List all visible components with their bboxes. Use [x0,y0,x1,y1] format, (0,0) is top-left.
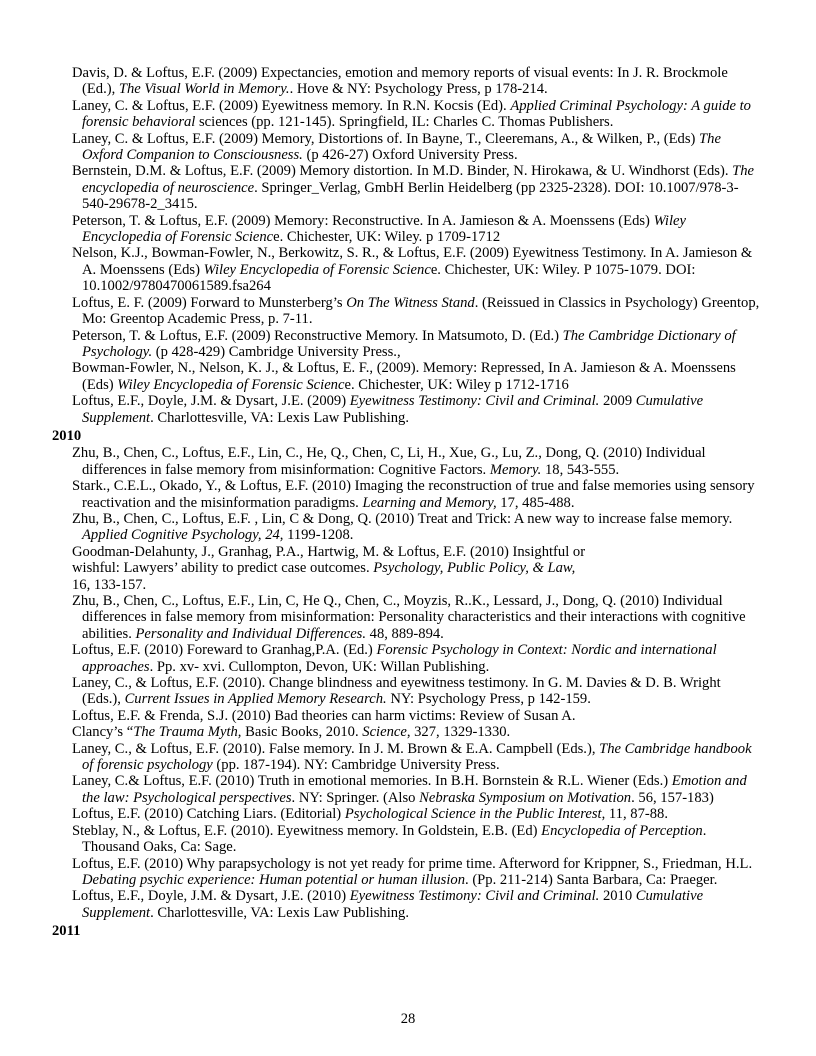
reference-entry [72,806,762,822]
text-run: (pp. 187-194). NY: Cambridge University Press. [212,757,500,774]
reference-entry [72,511,762,544]
text-run: Loftus, E.F., Doyle, J.M. & Dysart, J.E. (2009) [72,393,350,410]
text-run: 48, 889-894. [366,625,444,642]
text-run: Laney, C. & Loftus, E.F. (2009) Memory, Distortions of. In Bayne, T., Cleeremans, A., & Wilken, P., (Eds) [72,130,700,147]
text-run: . (Reissued in Classics in Psychology) Greentop, Mo: Greentop Academic Press, p. 7-11. [82,294,760,328]
italic-text: Wiley Encyclopedia of Forensic Scienc [203,261,431,278]
reference-entry [72,642,762,675]
text-run: Peterson, T. & Loftus, E.F. (2009) Reconstructive Memory. In Matsumoto, D. (Ed.) [72,327,563,344]
reference-entry [72,856,762,889]
text-run: Steblay, N., & Loftus, E.F. (2010). Eyewitness memory. In Goldstein, E.B. (Ed) [72,822,542,839]
text-run: Goodman-Delahunty, J., Granhag, P.A., Hartwig, M. & Loftus, E.F. (2010) Insightful or [72,543,586,560]
italic-text: Debating psychic experience: Human potential or human illusion [82,871,466,888]
reference-list [52,65,762,941]
italic-text: On The Witness Stand [346,294,475,311]
italic-text: The encyclopedia of neuroscience [82,163,755,196]
text-run: e. Chichester, UK: Wiley. P 1075-1079. DOI: 10.1002/9780470061589.fsa264 [82,261,696,295]
text-run: . 56, 157-183) [631,789,714,806]
entry-line [72,708,762,724]
italic-text: Wiley Encyclopedia of Forensic Scienc [82,212,686,246]
text-run: Davis, D. & Loftus, E.F. (2009) Expectancies, emotion and memory reports of visual events: In J. R. Brockmole (Ed.), [72,65,728,98]
text-run: Loftus, E.F. (2010) Catching Liars. (Editorial) [72,806,345,823]
text-run: 18, 543-555. [541,461,620,478]
text-run: Loftus, E. F. (2009) Forward to Munsterberg’s [72,294,347,311]
entry-line [72,724,762,740]
reference-entry [72,213,762,246]
text-run: Peterson, T. & Loftus, E.F. (2009) Memory: Reconstructive. In A. Jamieson & A. Moenssens (Eds) [72,212,654,229]
italic-text: Personality and Individual Differences. [135,625,366,642]
text-run: wishful: Lawyers’ ability to predict case outcomes. [72,560,374,577]
entry-line [72,577,762,593]
year-heading: 2010 [52,427,82,444]
italic-text: Eyewitness Testimony: Civil and Criminal. [349,393,600,410]
reference-entry [72,888,762,921]
text-run: 1199-1208. [283,527,354,544]
italic-text: Nebraska Symposium on Motivation [419,789,632,806]
text-run: e. Chichester, UK: Wiley. p 1709-1712 [273,229,501,246]
reference-entry [72,65,762,98]
reference-entry [72,163,762,212]
italic-text: Applied Criminal Psychology: A guide to forensic behavioral [82,97,751,131]
reference-entry [72,478,762,511]
italic-text: Psychology, Public Policy, & Law, [373,560,576,577]
italic-text: Cumulative Supplement [82,393,704,426]
text-run: (p 426-27) Oxford University Press. [302,147,518,164]
text-run: Zhu, B., Chen, C., Loftus, E.F., Lin, C, He Q., Chen, C., Moyzis, R..K., Lessard, J., Dong, Q. (2010) Individual differences in false memory from misinformation: Personality characteristics and their interactions with cognitive abilities. [72,593,746,642]
page-number: 28 [400,1011,416,1027]
text-run: . NY: Springer. (Also [291,789,420,806]
italic-text: The Cambridge Dictionary of Psychology. [82,327,736,360]
text-run: . Thousand Oaks, Ca: Sage. [82,822,707,856]
reference-entry [72,295,762,328]
text-run: (p 428-429) Cambridge University Press., [152,343,401,360]
italic-text: Memory. [489,461,542,478]
text-run: Laney, C.& Loftus, E.F. (2010) Truth in emotional memories. In B.H. Bornstein & R.L. Wiener (Eds.) [72,773,672,790]
reference-entry [72,245,762,294]
italic-text: Cumulative Supplement [82,888,704,921]
entry-line [72,560,762,576]
text-run: . Hove & NY: Psychology Press, p 178-214. [289,81,548,98]
italic-text: The Visual World in Memory. [118,81,290,98]
reference-entry [72,393,762,426]
italic-text: The Oxford Companion to Consciousness. [82,130,721,164]
italic-text: Emotion and the law: Psychological perspectives [82,773,747,806]
italic-text: Eyewitness Testimony: Civil and Criminal. [349,888,600,905]
text-run: 17, 485-488. [496,494,575,511]
italic-text: Science [362,724,407,741]
text-run: Zhu, B., Chen, C., Loftus, E.F., Lin, C., He, Q., Chen, C, Li, H., Xue, G., Lu, Z., Dong, Q. (2010) Individual differences in false memory from misinformation: Cognitive Factors. [72,445,706,478]
text-run: , 11, 87-88. [601,806,668,823]
reference-entry [72,131,762,164]
text-run: Zhu, B., Chen, C., Loftus, E.F. , Lin, C & Dong, Q. (2010) Treat and Trick: A new way to increase false memory. [72,510,733,527]
reference-entry [72,593,762,642]
text-run: . Springer_Verlag, GmbH Berlin Heidelberg (pp 2325-2328). DOI: 10.1007/978-3-540-29678-2_3415. [82,179,739,213]
text-run: Clancy’s “ [72,724,134,741]
reference-entry [72,708,762,741]
italic-text: The Cambridge handbook of forensic psychology [82,740,752,774]
text-run: Basic Books, 2010. [241,724,363,741]
text-run: Loftus, E.F., Doyle, J.M. & Dysart, J.E. (2010) [72,888,350,905]
italic-text: The Trauma Myth, [133,724,242,741]
italic-text: Learning and Memory, [362,494,497,511]
text-run: . Charlottesville, VA: Lexis Law Publishing. [150,904,409,921]
text-run: Laney, C., & Loftus, E.F. (2010). False memory. In J. M. Brown & E.A. Campbell (Eds.), [72,740,600,757]
text-run: . Pp. xv- xvi. Cullompton, Devon, UK: Willan Publishing. [149,658,490,675]
reference-entry [72,675,762,708]
text-run: NY: Psychology Press, p 142-159. [386,691,591,708]
reference-entry [72,741,762,774]
italic-text: Wiley Encyclopedia of Forensic Scienc [117,376,345,393]
reference-entry [72,360,762,393]
reference-entry [72,544,762,593]
text-run: Loftus, E.F. & Frenda, S.J. (2010) Bad theories can harm victims: Review of Susan A. [72,707,576,724]
text-run: Loftus, E.F. (2010) Foreward to Granhag,P.A. (Ed.) [72,642,377,659]
text-run: Laney, C. & Loftus, E.F. (2009) Eyewitness memory. In R.N. Kocsis (Ed). [72,97,511,114]
italic-text: Psychological Science in the Public Interest [344,806,602,823]
italic-text: Current Issues in Applied Memory Research. [124,691,387,708]
text-run: Stark., C.E.L., Okado, Y., & Loftus, E.F. (2010) Imaging the reconstruction of true and false memories using sensory reactivation and the misinformation paradigms. [72,478,755,511]
text-run: . Charlottesville, VA: Lexis Law Publishing. [150,409,409,426]
text-run: sciences (pp. 121-145). Springfield, IL: Charles C. Thomas Publishers. [195,114,614,131]
reference-entry [72,328,762,361]
entry-line [72,544,762,560]
text-run: Bernstein, D.M. & Loftus, E.F. (2009) Memory distortion. In M.D. Binder, N. Hirokawa, & U. Windhorst (Eds). [72,163,733,180]
reference-entry [72,445,762,478]
text-run: Loftus, E.F. (2010) Why parapsychology is not yet ready for prime time. Afterword for Krippner, S., Friedman, H.L. [72,855,753,872]
reference-entry [72,823,762,856]
reference-entry [72,98,762,131]
reference-entry [72,773,762,806]
text-run: 2010 [599,888,636,905]
year-heading: 2011 [52,923,81,940]
italic-text: Encyclopedia of Perception [541,822,703,839]
text-run: Laney, C., & Loftus, E.F. (2010). Change blindness and eyewitness testimony. In G. M. Davies & D. B. Wright (Eds.), [72,675,721,708]
italic-text: Applied Cognitive Psychology, 24, [82,527,284,544]
text-run: . (Pp. 211-214) Santa Barbara, Ca: Praeger. [465,871,718,888]
text-run: 2009 [599,393,636,410]
text-run: Bowman-Fowler, N., Nelson, K. J., & Loftus, E. F., (2009). Memory: Repressed, In A. Jamieson & A. Moenssens (Eds) [72,360,736,393]
text-run: e. Chichester, UK: Wiley p 1712-1716 [344,376,569,393]
text-run: 16, 133-157. [72,576,147,593]
text-run: , 327, 1329-1330. [406,724,511,741]
text-run: Nelson, K.J., Bowman-Fowler, N., Berkowitz, S. R., & Loftus, E.F. (2009) Eyewitness Testimony. In A. Jamieson & A. Moenssens (Eds) [72,245,753,278]
italic-text: Forensic Psychology in Context: Nordic and international approaches [82,642,717,675]
